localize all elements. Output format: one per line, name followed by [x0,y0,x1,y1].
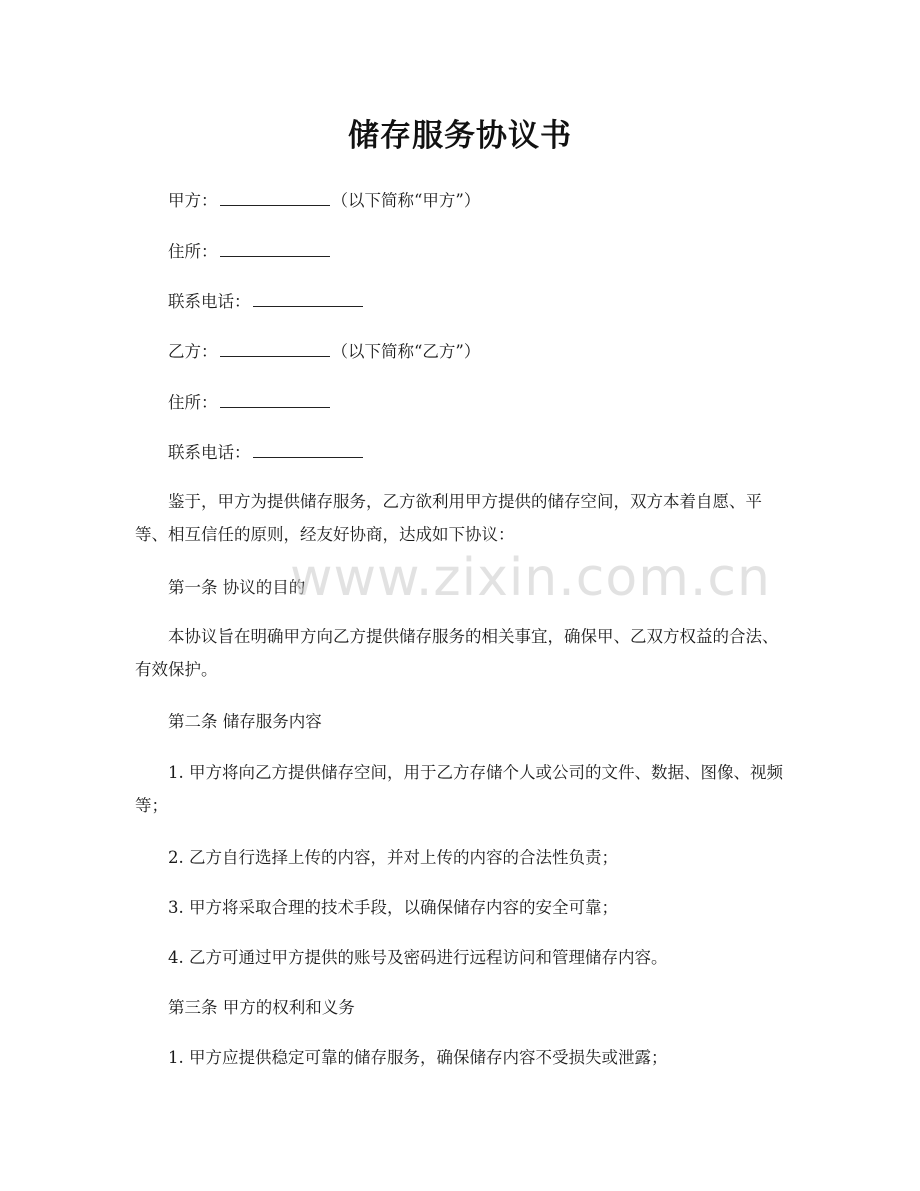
party-a-phone-blank [253,291,363,307]
party-b-blank [220,341,330,357]
watermark-text: www.zixin.com.cn [290,548,771,608]
party-a-suffix: （以下简称“甲方”） [331,191,481,210]
article1-heading: 第一条 协议的目的 [168,578,306,597]
party-a-label: 甲方： [168,191,218,210]
party-b-line [135,335,785,368]
article3-item: 1. 甲方应提供稳定可靠的储存服务，确保储存内容不受损失或泄露； [168,1048,668,1067]
article1-body: 本协议旨在明确甲方向乙方提供储存服务的相关事宜，确保甲、乙双方权益的合法、有效保护。 [135,627,779,679]
party-a-line [135,184,785,217]
article2-item: 3. 甲方将采取合理的技术手段，以确保储存内容的安全可靠； [168,898,618,917]
article2-item: 1. 甲方将向乙方提供储存空间，用于乙方存储个人或公司的文件、数据、图像、视频等； [135,763,783,815]
party-b-label: 乙方： [168,342,218,361]
party-b-address-line [135,386,785,419]
party-b-phone-line [135,436,785,469]
party-a-phone-line [135,285,785,318]
party-b-phone-label: 联系电话： [168,443,251,462]
party-b-address-blank [220,392,330,408]
party-a-phone-label: 联系电话： [168,292,251,311]
party-b-suffix: （以下简称“乙方”） [331,342,481,361]
article2-heading: 第二条 储存服务内容 [168,712,322,731]
party-a-address-line [135,235,785,268]
document-title: 储存服务协议书 [348,118,572,154]
party-b-address-label: 住所： [168,393,218,412]
preamble-paragraph: 鉴于，甲方为提供储存服务，乙方欲利用甲方提供的储存空间，双方本着自愿、平等、相互信任的原则，经友好协商，达成如下协议： [135,492,762,544]
party-b-phone-blank [253,442,363,458]
party-a-blank [220,190,330,206]
article2-item: 2. 乙方自行选择上传的内容，并对上传的内容的合法性负责； [168,848,618,867]
party-a-address-label: 住所： [168,242,218,261]
party-a-address-blank [220,241,330,257]
article2-item: 4. 乙方可通过甲方提供的账号及密码进行远程访问和管理储存内容。 [168,948,668,967]
article3-heading: 第三条 甲方的权利和义务 [168,998,355,1017]
